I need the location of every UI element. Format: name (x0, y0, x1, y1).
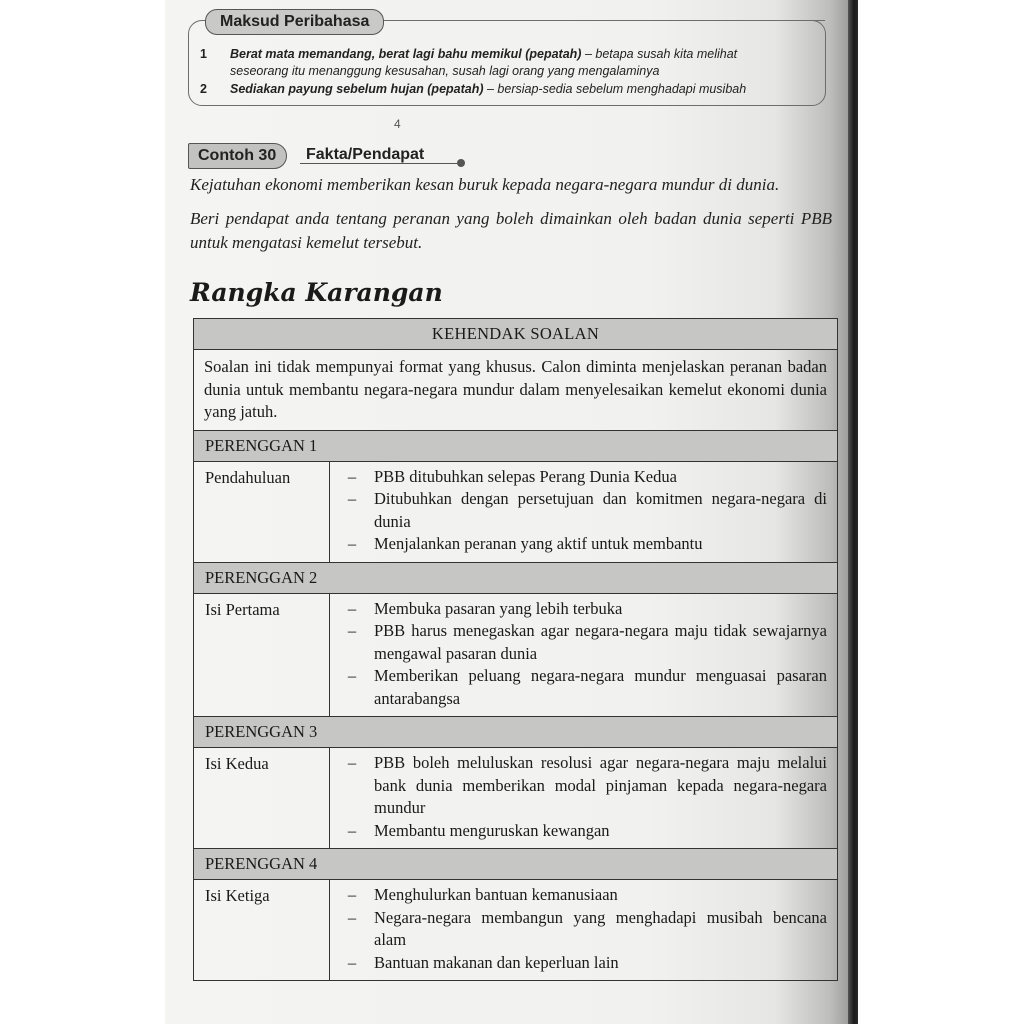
list-item (330, 533, 827, 556)
dash-marker: – (347, 753, 357, 772)
section-points (330, 748, 837, 848)
section-header: PERENGGAN 1 (194, 431, 837, 462)
section-points (330, 594, 837, 717)
list-item (330, 952, 827, 975)
list-item (330, 752, 827, 820)
section-label: Isi Ketiga (194, 880, 330, 980)
section-label: Pendahuluan (194, 462, 330, 562)
table-sections (194, 431, 837, 981)
section-body (194, 462, 837, 563)
point-text: PBB harus menegaskan agar negara-negara maju tidak sewajarnya mengawal pasaran dunia (374, 621, 827, 663)
point-text: Menjalankan peranan yang aktif untuk membantu (374, 534, 703, 553)
dash-marker: – (347, 489, 357, 508)
point-text: Membuka pasaran yang lebih terbuka (374, 598, 623, 618)
point-text: PBB ditubuhkan selepas Perang Dunia Kedua (374, 466, 677, 486)
contoh-underline-dot (457, 159, 465, 167)
peribahasa-meaning: – bersiap-sedia sebelum menghadapi musibah (483, 82, 747, 96)
list-item (330, 665, 827, 710)
book-spine (848, 0, 858, 1024)
question-para-2: Beri pendapat anda tentang peranan yang boleh dimainkan oleh badan dunia seperti PBB untuk mengatasi kemelut tersebut. (190, 209, 832, 252)
list-item (330, 884, 827, 907)
section-header: PERENGGAN 3 (194, 717, 837, 748)
list-item (330, 598, 827, 621)
rangka-table (193, 318, 838, 981)
dash-marker: – (347, 952, 357, 972)
peribahasa-phrase: Berat mata memandang, berat lagi bahu memikul (pepatah) (230, 47, 582, 61)
peribahasa-title: Maksud Peribahasa (205, 9, 384, 35)
peribahasa-meaning-cont: seseorang itu menanggung kesusahan, susah lagi orang yang mengalaminya (230, 64, 660, 78)
section-label: Isi Kedua (194, 748, 330, 848)
section-header: PERENGGAN 4 (194, 849, 837, 880)
peribahasa-num: 1 (200, 47, 207, 61)
list-item (330, 907, 827, 952)
peribahasa-meaning: – betapa susah kita melihat (581, 47, 738, 61)
dash-marker: – (347, 885, 357, 904)
dash-marker: – (347, 666, 357, 685)
list-item (330, 620, 827, 665)
point-text: Bantuan makanan dan keperluan lain (374, 952, 619, 972)
peribahasa-num: 2 (200, 82, 207, 96)
dash-marker: – (347, 907, 357, 927)
dash-marker: – (347, 598, 357, 618)
rangka-heading: Rangka Karangan (190, 278, 443, 307)
section-points (330, 880, 837, 980)
dash-marker: – (347, 534, 357, 553)
section-label: Isi Pertama (194, 594, 330, 717)
peribahasa-phrase: Sediakan payung sebelum hujan (pepatah) (230, 82, 484, 96)
point-text: Negara-negara membangun yang menghadapi musibah bencana alam (374, 907, 827, 949)
page-mark: 4 (394, 117, 401, 131)
kehendak-body: Soalan ini tidak mempunyai format yang khusus. Calon diminta menjelaskan peranan badan dunia untuk membantu negara-negara mundur dalam menyelesaikan kemelut ekonomi dunia yang jatuh. (194, 350, 837, 431)
peribahasa-title-line (405, 20, 825, 21)
point-text: Ditubuhkan dengan persetujuan dan komitmen negara-negara di dunia (374, 489, 827, 531)
kehendak-header: KEHENDAK SOALAN (194, 319, 837, 350)
list-item (330, 488, 827, 533)
dash-marker: – (347, 820, 357, 840)
point-text: Membantu menguruskan kewangan (374, 820, 610, 840)
point-text: PBB boleh meluluskan resolusi agar negara-negara maju melalui bank dunia memberikan modal pinjaman kepada negara-negara mundur (374, 753, 827, 817)
dash-marker: – (347, 621, 357, 640)
section-body (194, 594, 837, 718)
question-para-1: Kejatuhan ekonomi memberikan kesan buruk kepada negara-negara mundur di dunia. (190, 175, 780, 194)
contoh-underline (300, 163, 460, 164)
section-body (194, 748, 837, 849)
list-item (330, 820, 827, 843)
section-points (330, 462, 837, 562)
list-item (330, 466, 827, 489)
point-text: Menghulurkan bantuan kemanusiaan (374, 885, 618, 904)
section-header: PERENGGAN 2 (194, 563, 837, 594)
contoh-label: Contoh 30 (188, 143, 287, 169)
contoh-title: Fakta/Pendapat (306, 146, 425, 163)
dash-marker: – (347, 466, 357, 486)
section-body (194, 880, 837, 980)
point-text: Memberikan peluang negara-negara mundur menguasai pasaran antarabangsa (374, 666, 827, 708)
